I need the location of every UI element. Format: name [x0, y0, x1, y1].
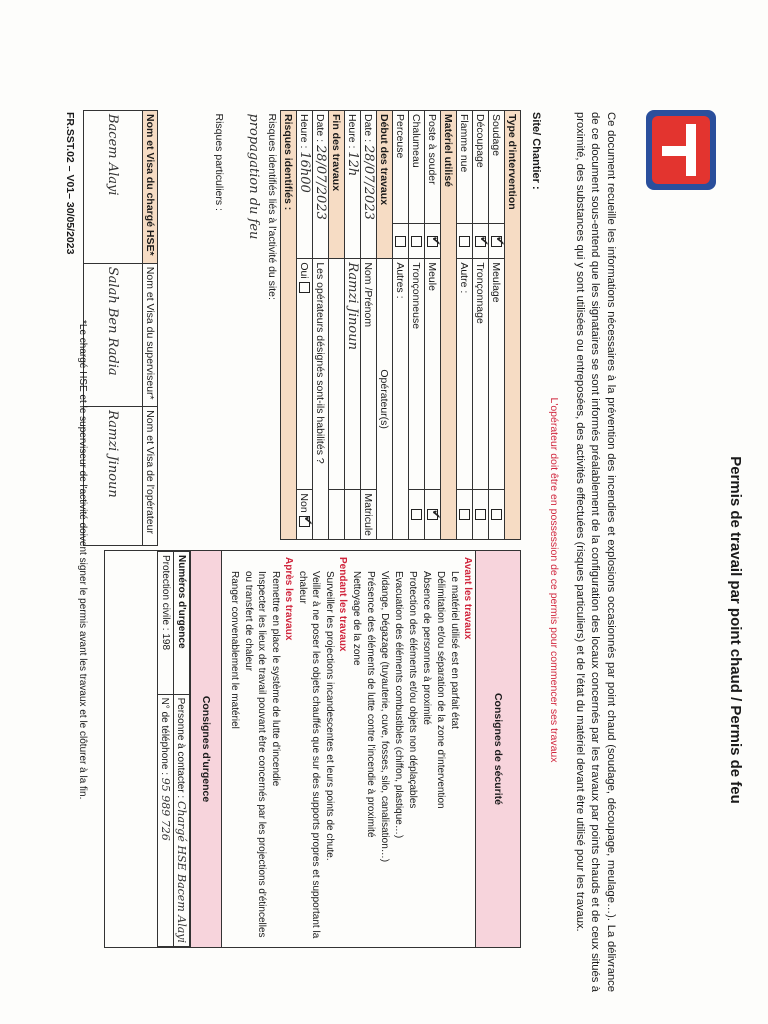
- table-row: Poste à souder ✔ Meule ✔: [425, 111, 441, 540]
- instruction-item: Le matériel utilisé est en parfait état: [449, 571, 460, 729]
- checkbox-decoupage[interactable]: [475, 236, 486, 247]
- site-label: Site/ Chantier :: [530, 112, 542, 190]
- instruction-item: Nettoyage de la zone: [351, 571, 362, 666]
- warning-text: L'opérateur doit être en possession de ce permis pour commencer ses travaux: [548, 397, 560, 763]
- habilitation-question: Les opérateurs désignés sont-ils habilités ?: [313, 259, 329, 540]
- section-pendant: Pendant les travaux: [337, 557, 348, 652]
- checkbox-autre[interactable]: [459, 509, 470, 520]
- checkbox-perceuse[interactable]: [395, 236, 406, 247]
- fin-header: Fin des travaux: [329, 111, 345, 259]
- contact-field[interactable]: Chargé HSE Bacem Alayi: [175, 800, 188, 943]
- instruction-item: Remettre en place le système de lutte d'incendie: [270, 571, 281, 787]
- operators-label: Opérateur(s): [377, 259, 393, 540]
- phone-field[interactable]: 95 989 726: [159, 777, 172, 841]
- risk-value[interactable]: propagation du feu: [246, 113, 262, 240]
- company-logo: [646, 110, 716, 190]
- consignes-header: Consignes de sécurité: [475, 551, 520, 947]
- table-row: Heure : 16h00 Oui Non ✔: [297, 111, 313, 540]
- instruction-item: Ranger convenablement le matériel: [229, 571, 240, 729]
- table-row: Heure : 12h Ramzi Jinoun: [345, 111, 361, 540]
- operator-name-field[interactable]: Ramzi Jinoun: [345, 259, 361, 490]
- checkbox-meulage[interactable]: [491, 509, 502, 520]
- footer-note: *Le chargé HSE et le superviseur de l'activité doivent signer le permis avant les travaux et le clôturer à la fin.: [77, 320, 88, 800]
- end-date-field[interactable]: 28/07/2023: [313, 144, 328, 220]
- checkbox-meule[interactable]: [427, 509, 438, 520]
- checkbox-chalumeau[interactable]: [411, 236, 422, 247]
- intervention-header: Type d'intervention: [505, 111, 521, 540]
- table-row: Date : 28/07/2023 Nom /Prénom Matricule: [361, 111, 377, 540]
- urgence-header: Consignes d'urgence: [190, 551, 222, 947]
- table-row: Date : 28/07/2023 Les opérateurs désignés sont-ils habilités ?: [313, 111, 329, 540]
- instruction-item: Présence des éléments de lutte contre l'incendie à proximité: [365, 571, 376, 838]
- checkbox-soudage[interactable]: [491, 236, 502, 247]
- instruction-item: Protection des éléments et/ou objets non déplaçables: [407, 571, 418, 809]
- checkbox-tronconneuse[interactable]: [411, 509, 422, 520]
- table-row: Soudage ✔ Meulage: [489, 111, 505, 540]
- table-row: Perceuse Autres :: [393, 111, 409, 540]
- instruction-item: Inspecter les lieux de travail pouvant être concernés par les projections d'étincelles ou transfert de chaleur: [243, 571, 267, 938]
- checkbox-non[interactable]: [299, 516, 310, 527]
- debut-header: Début des travaux: [377, 111, 393, 259]
- charge-hse-label: Nom et Visa du chargé HSE*: [143, 111, 158, 264]
- operateur-label: Nom et Visa de l'opérateur: [143, 407, 158, 546]
- start-time-field[interactable]: 12h: [345, 151, 360, 177]
- checkbox-oui[interactable]: [299, 282, 310, 293]
- table-row: Découpage ✔ Tronçonnage: [473, 111, 489, 540]
- section-apres: Après les travaux: [283, 557, 294, 641]
- safety-instructions-panel: [104, 550, 521, 948]
- intro-paragraph: Ce document recueille les informations nécessaires à la prévention des incendies et explosions occasionnés par point chaud (soudage, découpage, meulage…). La délivrance de ce document sous-entend que les signataires se sont informés préalablement de la configuration des locaux concernés par les travaux par points chauds et de ceux situés à proximité, des substances qui y sont utilisées ou entreposées, des activités effectuées (risques particuliers) et de l'état du matériel devant être utilisé pour les travaux.: [574, 112, 617, 992]
- start-date-field[interactable]: 28/07/2023: [361, 144, 376, 220]
- instruction-item: Surveiller les projections incandescentes et leurs points de chute.: [324, 571, 335, 861]
- instruction-item: Délimitation et/ou séparation de la zone d'intervention: [435, 571, 446, 809]
- signatures-table: [83, 110, 158, 546]
- instruction-item: Veiller à ne poser les objets chauffés que sur des supports propres et supportant la chaleur: [297, 571, 321, 939]
- section-avant: Avant les travaux: [462, 557, 473, 640]
- protection-civile: Protection civile : 198: [158, 552, 174, 695]
- table-row: Flamme nue Autre :: [457, 111, 473, 540]
- charge-signature[interactable]: Bacem Alayi: [105, 114, 121, 196]
- risques-header: Risques identifiés :: [281, 111, 297, 540]
- instruction-item: Absence de personnes à proximité: [421, 571, 432, 725]
- superviseur-label: Nom et Visa du superviseur*: [143, 263, 158, 406]
- instruction-item: Vidange, Dégazage (tuyauterie, cuve, fosses, silo, canalisation…): [379, 571, 390, 863]
- work-details-table: Type d'intervention Soudage ✔ Meulage Découpage ✔ Tronçonnage Flamme nue Autre : Matériel utilisé Poste à souder ✔ Meule ✔ Chalumeau Tronçonneuse Perceuse Autres : Début des travaux Opérateur(s) Date : 28/07/2023 Nom /Prénom Matricule Heure : 12h Ramzi Jinoun Fin des travaux Date : 28/07/2023 Les opérateurs désignés sont-ils habilités ? Heure : 16h00 Oui Non ✔ Risques identifiés : Risques identifiés liés à l'activité du site: propagation du feu Risques particuliers :: [213, 110, 521, 540]
- urgence-table: Numéros d'urgence Personne à contacter : Chargé HSE Bacem Alayi Protection civile : 198 N° de téléphone : 95 989 726: [157, 551, 190, 947]
- superviseur-signature[interactable]: Salah Ben Radia: [105, 266, 121, 376]
- end-time-field[interactable]: 16h00: [297, 151, 312, 193]
- operateur-signature[interactable]: Ramzi Jinoun: [105, 410, 121, 498]
- table-row: Chalumeau Tronçonneuse: [409, 111, 425, 540]
- checkbox-poste-a-souder[interactable]: [427, 236, 438, 247]
- instruction-item: Evacuation des éléments combustibles (chiffon, plastique…): [393, 571, 404, 839]
- form-reference: FR.SST.02 – V01– 30/05/2023: [64, 112, 76, 255]
- materiel-header: Matériel utilisé: [441, 111, 457, 540]
- page-title: Permis de travail par point chaud / Permis de feu: [727, 456, 744, 804]
- checkbox-tronconnage[interactable]: [475, 509, 486, 520]
- checkbox-flamme-nue[interactable]: [459, 236, 470, 247]
